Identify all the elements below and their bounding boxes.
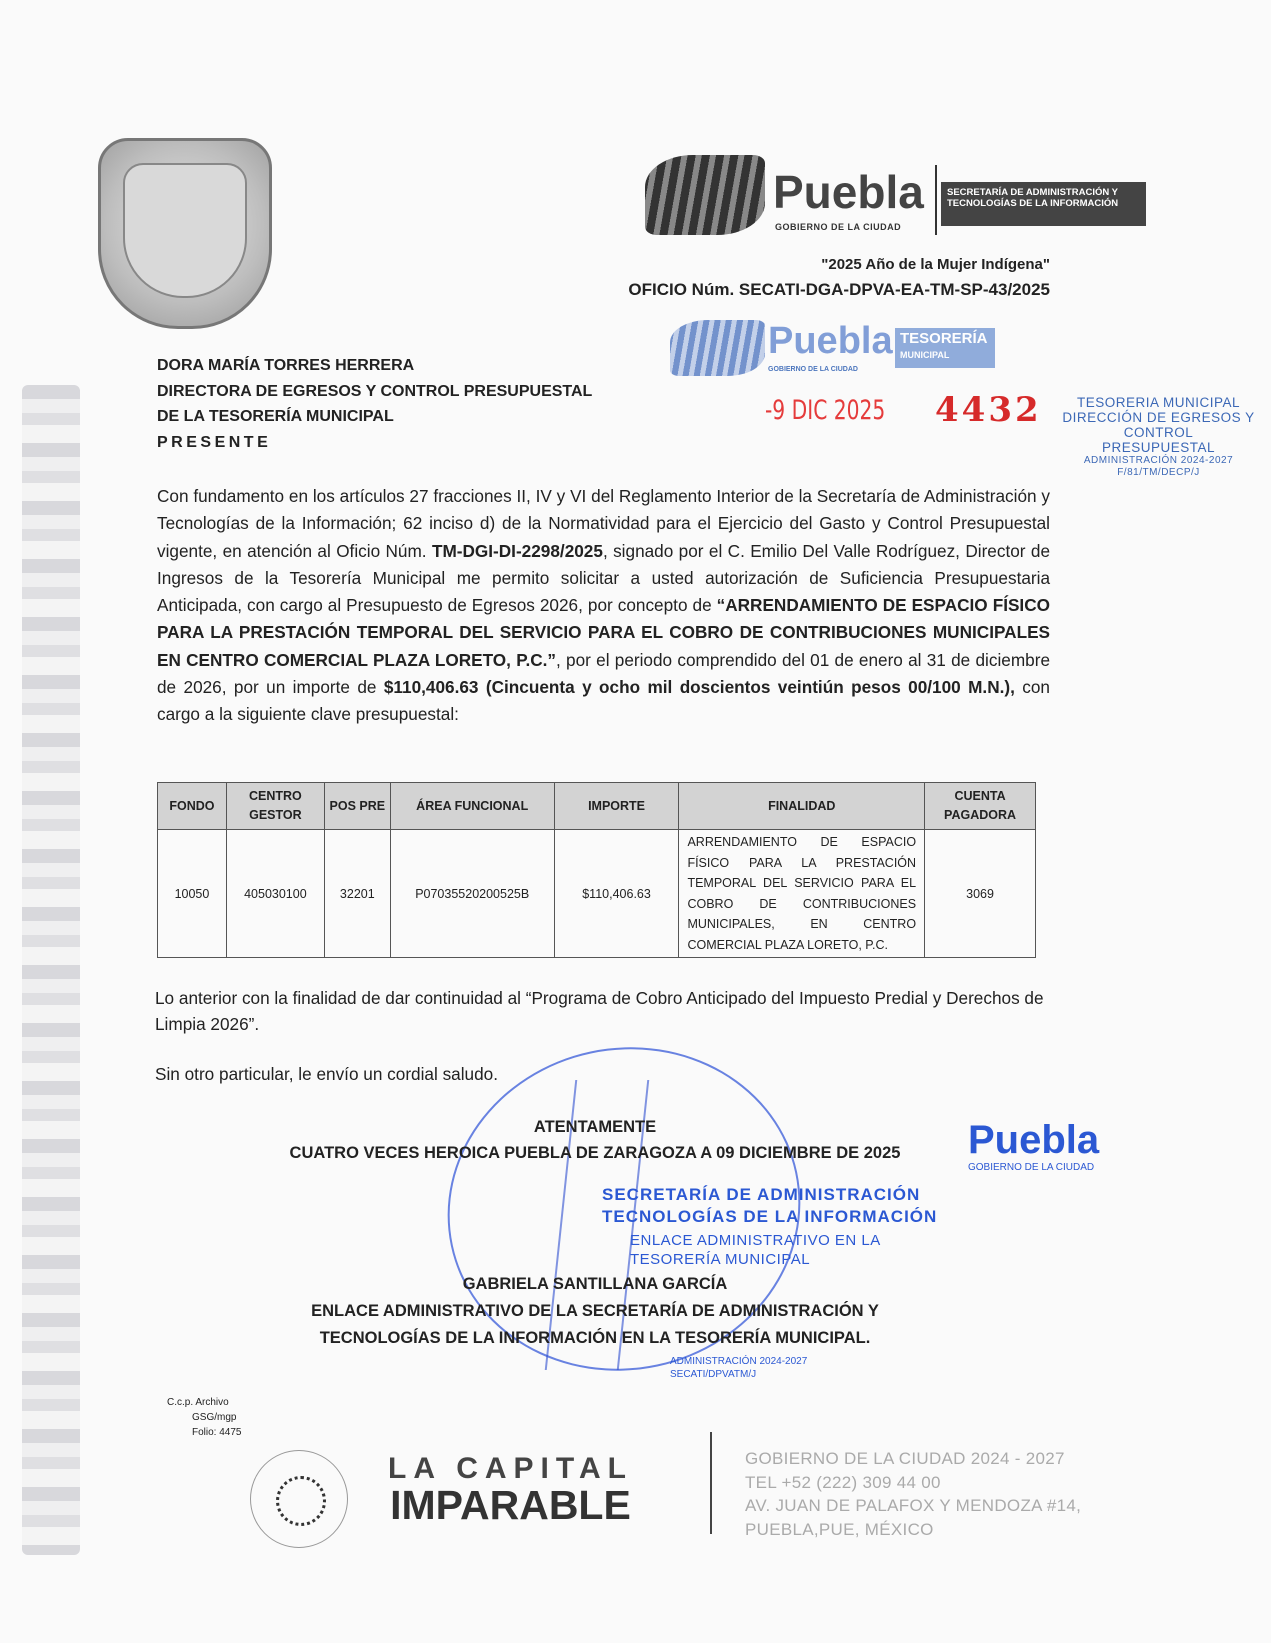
year-motto: "2025 Año de la Mujer Indígena" [821, 256, 1050, 273]
footer-divider [710, 1432, 712, 1534]
secretariat-stamp-logo [968, 1118, 1099, 1174]
stamp-line: TECNOLOGÍAS DE LA INFORMACIÓN [602, 1207, 938, 1226]
col-header: ÁREA FUNCIONAL [390, 783, 554, 830]
stamp-line: TESORERÍA MUNICIPAL [630, 1251, 811, 1268]
body-text: Con fundamento en los artículos 27 fracciones II, IV y VI del Reglamento Interior de la Secretaría de Administración y Tecnologías de la Información; 62 inciso d) de la Normatividad para el Ejercicio del Gasto y Control Presupuestal vigente, en atención al Oficio Núm. [157, 486, 1050, 561]
puebla-government-logo [645, 150, 1145, 240]
signer-name: GABRIELA SANTILLANA GARCÍA [462, 1275, 728, 1293]
cell-importe: $110,406.63 [554, 830, 679, 958]
body-text: con cargo a la siguiente clave presupuestal: [157, 677, 1050, 725]
col-header: FINALIDAD [679, 783, 925, 830]
stamp-line: ADMINISTRACIÓN 2024-2027 [1083, 455, 1234, 466]
cell-cuenta-pagadora: 3069 [925, 830, 1036, 958]
body-text: , por el periodo comprendido del 01 de enero al 31 de diciembre de 2026, por un importe de [157, 649, 1051, 698]
amount-text: $110,406.63 (Cincuenta y ocho mil doscientos veintiún pesos 00/100 M.N.), [383, 677, 1015, 698]
col-header: CENTRO GESTOR [226, 783, 324, 830]
cell-pos-pre: 32201 [324, 830, 390, 958]
table-row [158, 830, 1036, 958]
closing-word: ATENTAMENTE [533, 1118, 657, 1136]
stamp-line: PRESUPUESTAL [1101, 440, 1216, 455]
oficio-number: OFICIO Núm. SECATI-DGA-DPVA-EA-TM-SP-43/2025 [628, 280, 1050, 299]
stamp-box-title: TESORERÍA [900, 330, 988, 347]
col-header: POS PRE [324, 783, 390, 830]
reception-folio: 4432 [935, 390, 1042, 430]
contact-phone: TEL +52 (222) 309 44 00 [745, 1472, 941, 1492]
stamp-line: F/81/TM/DECP/J [1117, 467, 1200, 478]
reference-oficio: TM-DGI-DI-2298/2025 [431, 540, 603, 561]
cell-fondo: 10050 [158, 830, 227, 958]
municipal-coat-of-arms [98, 138, 272, 329]
logo-subtitle: GOBIERNO DE LA CIUDAD [775, 222, 902, 232]
closing-paragraph: Sin otro particular, le envío un cordial saludo. [155, 1064, 498, 1084]
footer-contact [745, 1447, 1081, 1541]
cell-centro-gestor: 405030100 [226, 830, 324, 958]
logo-wordmark: Puebla [773, 166, 924, 218]
cc-initials: GSG/mgp [192, 1412, 237, 1423]
contact-line: GOBIERNO DE LA CIUDAD 2024 - 2027 [745, 1449, 1065, 1468]
signer-title: TECNOLOGÍAS DE LA INFORMACIÓN EN LA TESORERÍA MUNICIPAL. [319, 1329, 871, 1347]
addressee-block [157, 353, 592, 455]
cell-area-funcional: P07035520200525B [390, 830, 554, 958]
stamp-line: TESORERIA MUNICIPAL [1076, 395, 1241, 410]
la-capital-imparable-logo [388, 1452, 633, 1528]
cc-folio: Folio: 4475 [192, 1427, 242, 1438]
stamp-box [895, 328, 995, 368]
stamp-line: DIRECCIÓN DE EGRESOS Y CONTROL [1062, 410, 1255, 440]
addressee-name: DORA MARÍA TORRES HERRERA [157, 357, 415, 374]
equality-certification-seal [250, 1450, 348, 1548]
col-header: IMPORTE [554, 783, 679, 830]
addressee-position: DIRECTORA DE EGRESOS Y CONTROL PRESUPUESTAL [157, 382, 593, 400]
coat-of-arms-inner [123, 163, 247, 298]
stamp-line: SECRETARÍA DE ADMINISTRACIÓN [602, 1185, 921, 1204]
stamp-logo-sub: GOBIERNO DE LA CIUDAD [968, 1162, 1095, 1173]
stamp-line: ADMINISTRACIÓN 2024-2027 [670, 1356, 808, 1367]
stamp-line: SECATI/DPVATM/J [670, 1369, 757, 1380]
signer-title: ENLACE ADMINISTRATIVO DE LA SECRETARÍA DE ADMINISTRACIÓN Y [311, 1302, 879, 1320]
presente-label: PRESENTE [157, 433, 272, 451]
col-header: FONDO [158, 783, 227, 830]
body-text: , signado por el C. Emilio Del Valle Rodríguez, Director de Ingresos de la Tesorería Municipal me permito solicitar a usted autorización de Suficiencia Presupuestaria Anticipada, con cargo al Presupuesto de Egresos 2026, por concepto de [157, 540, 1050, 616]
concept-text: “ARRENDAMIENTO DE ESPACIO FÍSICO PARA LA PRESTACIÓN TEMPORAL DEL SERVICIO PARA EL COBRO DE CONTRIBUCIONES MUNICIPALES EN CENTRO COMERCIAL PLAZA LORETO, P.C.” [157, 595, 1050, 670]
stamp-logo-word: Puebla [768, 320, 893, 362]
treasury-department-stamp [1056, 395, 1261, 479]
contact-city: PUEBLA,PUE, MÉXICO [745, 1519, 934, 1539]
seal-emblem-icon [276, 1476, 326, 1526]
slogan-line: LA CAPITAL [388, 1452, 633, 1485]
reception-date: -9 DIC 2025 [765, 395, 886, 426]
purpose-paragraph: Lo anterior con la finalidad de dar continuidad al “Programa de Cobro Anticipado del Impuesto Predial y Derechos de Limpia 2026”. [155, 988, 1044, 1034]
stamp-logo-sub: GOBIERNO DE LA CIUDAD [768, 366, 858, 373]
stamp-box-sub: MUNICIPAL [900, 350, 950, 360]
stamp-line: ENLACE ADMINISTRATIVO EN LA [630, 1232, 881, 1249]
slogan-line: IMPARABLE [390, 1482, 631, 1528]
logo-secretariat-box: SECRETARÍA DE ADMINISTRACIÓN Y TECNOLOGÍAS DE LA INFORMACIÓN [941, 182, 1146, 226]
logo-divider [935, 165, 937, 235]
cc-line: C.c.p. Archivo [167, 1397, 229, 1408]
body-paragraph [157, 483, 1050, 729]
treasury-reception-stamp [670, 318, 1000, 380]
addressee-position: DE LA TESORERÍA MUNICIPAL [157, 408, 394, 425]
budget-key-table [157, 782, 1036, 958]
place-date: CUATRO VECES HEROICA PUEBLA DE ZARAGOZA A 09 DICIEMBRE DE 2025 [289, 1144, 901, 1162]
cell-finalidad: ARRENDAMIENTO DE ESPACIO FÍSICO PARA LA PRESTACIÓN TEMPORAL DEL SERVICIO PARA EL COBRO DE CONTRIBUCIONES MUNICIPALES, EN CENTRO COMERCIAL PLAZA LORETO, P.C. [679, 830, 925, 958]
col-header: CUENTA PAGADORA [925, 783, 1036, 830]
table-header-row [158, 783, 1036, 830]
contact-address: AV. JUAN DE PALAFOX Y MENDOZA #14, [745, 1496, 1082, 1515]
logo-artwork-icon [645, 155, 765, 235]
stamp-logo-icon [670, 320, 765, 376]
decorative-border-strip [22, 385, 80, 1555]
stamp-logo-word: Puebla [968, 1118, 1100, 1162]
carbon-copy-block [167, 1395, 241, 1440]
